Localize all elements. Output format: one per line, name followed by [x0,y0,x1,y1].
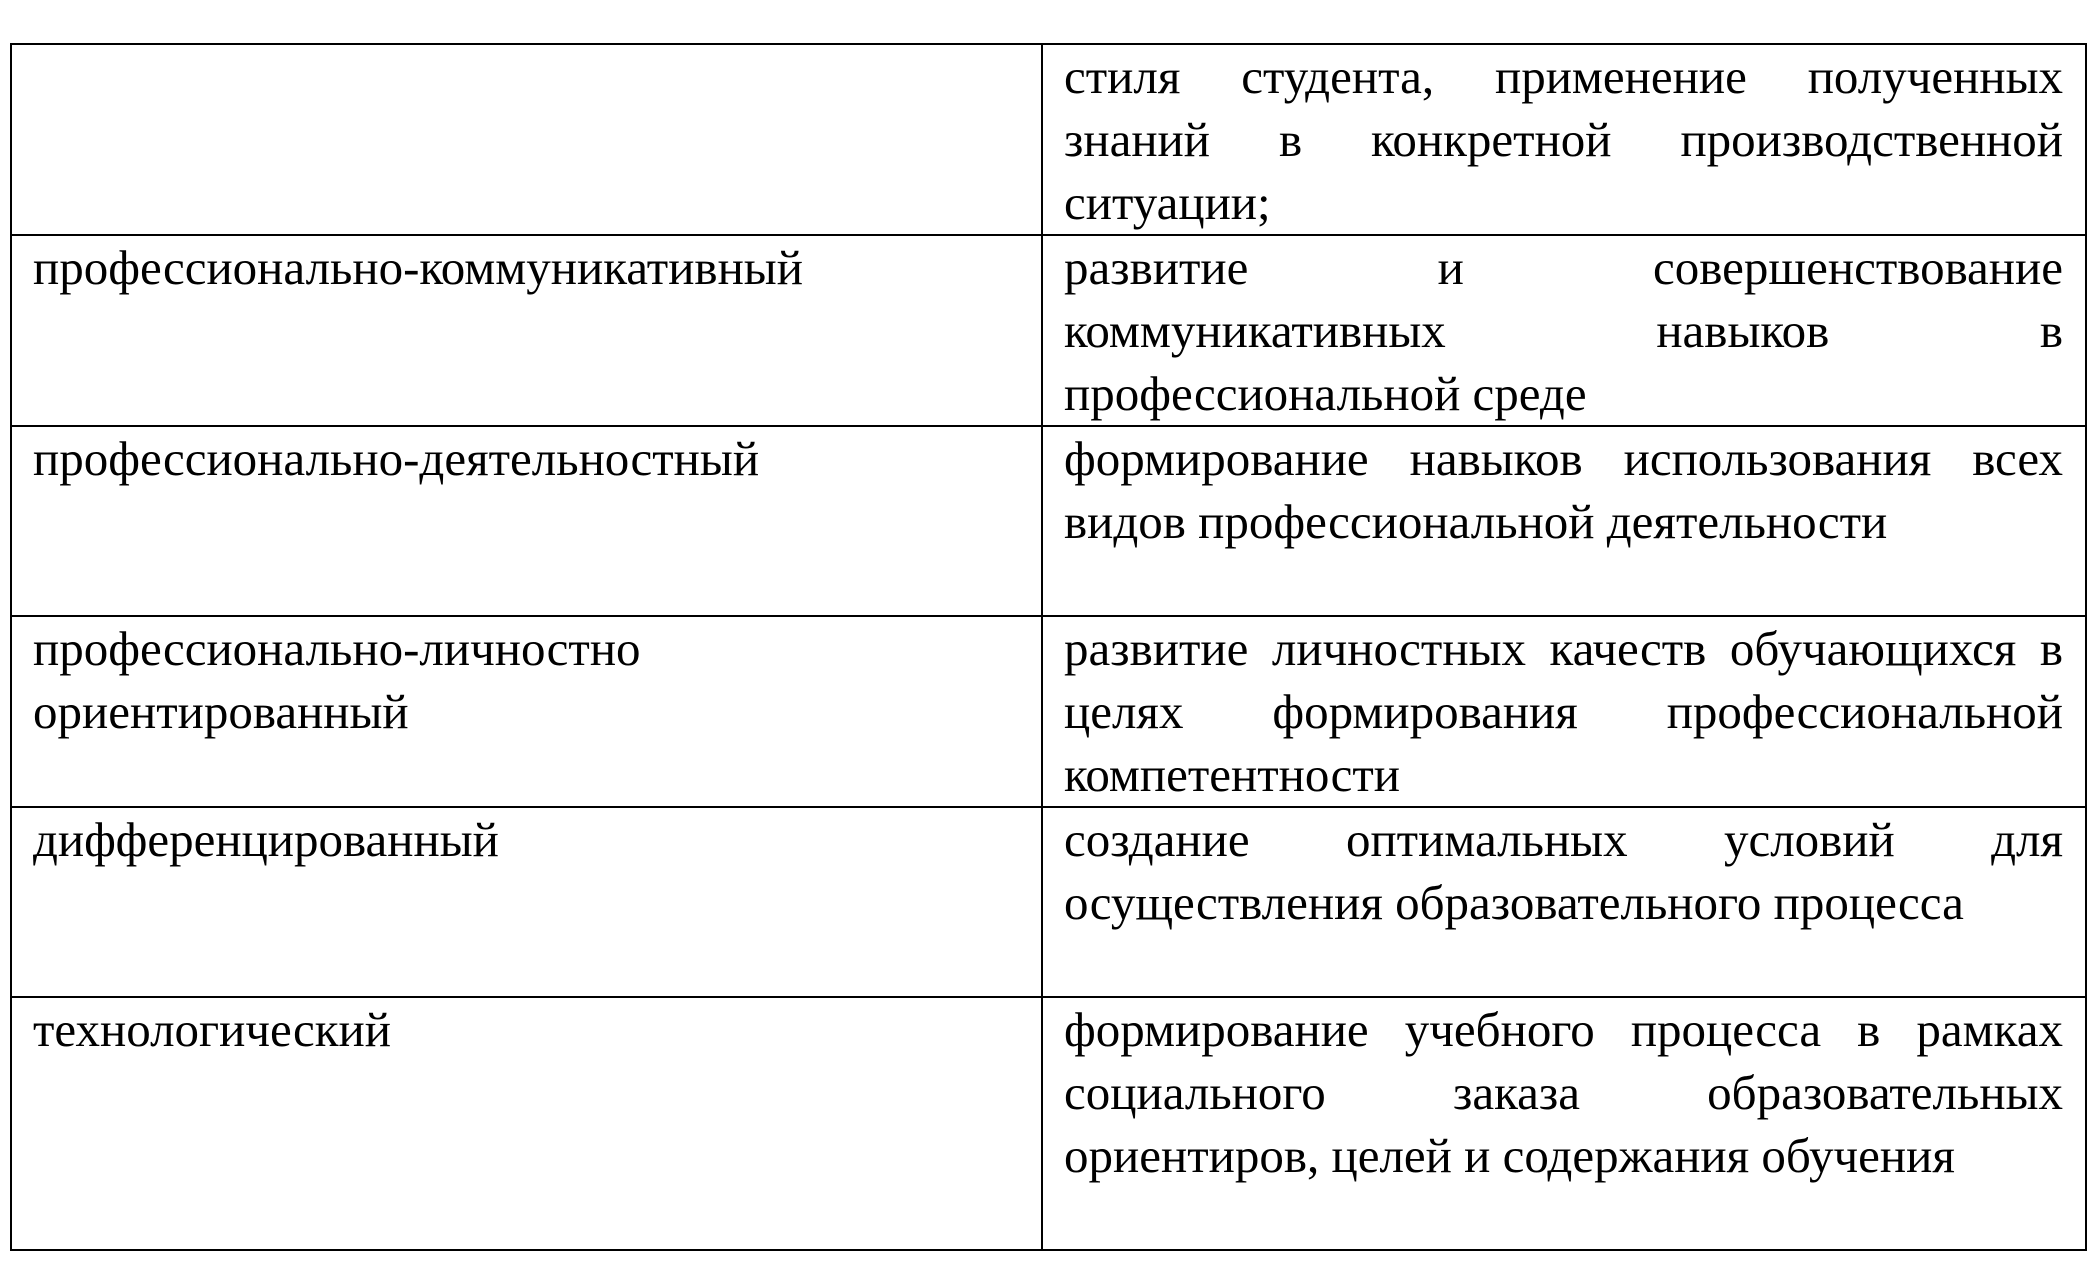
description-text: формирование навыков использования всех видов профессиональной деятельности [1064,431,2063,549]
term-text: дифференцированный [33,812,499,867]
term-cell [11,616,1042,807]
description-text: развитие личностных качеств обучающихся в целях формирования профессиональной компетентности [1064,621,2063,802]
term-cell [11,44,1042,235]
term-cell [11,426,1042,616]
table-row [11,44,2086,235]
description-cell [1042,235,2086,426]
term-cell [11,235,1042,426]
term-cell [11,807,1042,997]
approaches-table [10,43,2087,1251]
term-text: профессионально-личностно ориентированный [33,621,641,739]
description-cell [1042,807,2086,997]
table-row [11,997,2086,1250]
table-row [11,616,2086,807]
table-row [11,807,2086,997]
description-cell [1042,426,2086,616]
term-text: профессионально-коммуникативный [33,240,803,295]
term-text: профессионально-деятельностный [33,431,760,486]
term-cell [11,997,1042,1250]
term-text: технологический [33,1002,391,1057]
description-cell [1042,997,2086,1250]
description-text: стиля студента, применение полученных знаний в конкретной производственной ситуации; [1064,49,2063,230]
description-text: создание оптимальных условий для осуществления образовательного процесса [1064,812,2063,930]
table-row [11,426,2086,616]
description-cell [1042,616,2086,807]
description-text: развитие и совершенствование коммуникативных навыков в профессиональной среде [1064,240,2063,421]
description-text: формирование учебного процесса в рамках социального заказа образовательных ориентиров, целей и содержания обучения [1064,1002,2063,1183]
table-row [11,235,2086,426]
description-cell [1042,44,2086,235]
